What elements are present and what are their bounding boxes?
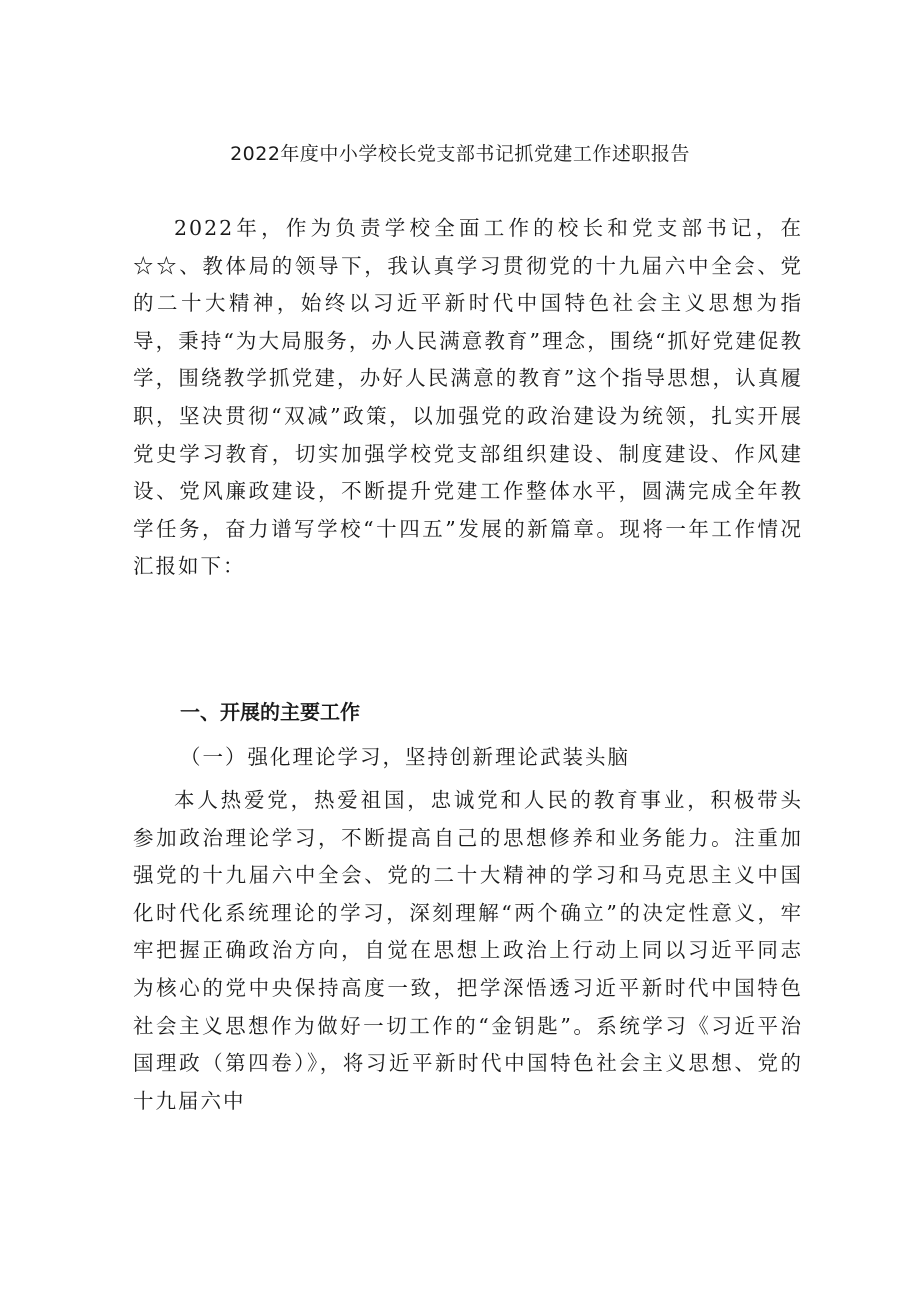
intro-paragraph: 2022年，作为负责学校全面工作的校长和党支部书记，在☆☆、教体局的领导下，我认真学习贯彻党的十九届六中全会、党的二十大精神，始终以习近平新时代中国特色社会主义思想为指导，秉持“为大局服务，办人民满意教育”理念，围绕“抓好党建促教学，围绕教学抓党建，办好人民满意的教育”这个指导思想，认真履职，坚决贯彻“双减”政策，以加强党的政治建设为统领，扎实开展党史学习教育，切实加强学校党支部组织建设、制度建设、作风建设、党风廉政建设，不断提升党建工作整体水平，圆满完成全年教学任务，奋力谱写学校“十四五”发展的新篇章。现将一年工作情况汇报如下： — [133, 216, 803, 579]
section-heading: 一、开展的主要工作 — [180, 700, 360, 724]
subsection-heading: （一）强化理论学习，坚持创新理论武装头脑 — [180, 745, 630, 769]
body-paragraph: 本人热爱党，热爱祖国，忠诚党和人民的教育事业，积极带头参加政治理论学习，不断提高自己的思想修养和业务能力。注重加强党的十九届六中全会、党的二十大精神的学习和马克思主义中国化时代化系统理论的学习，深刻理解“两个确立”的决定性意义，牢牢把握正确政治方向，自觉在思想上政治上行动上同以习近平同志为核心的党中央保持高度一致，把学深悟透习近平新时代中国特色社会主义思想作为做好一切工作的“金钥匙”。系统学习《习近平治国理政（第四卷）》，将习近平新时代中国特色社会主义思想、党的十九届六中 — [133, 788, 803, 1113]
document-title: 2022年度中小学校长党支部书记抓党建工作述职报告 — [230, 142, 690, 165]
